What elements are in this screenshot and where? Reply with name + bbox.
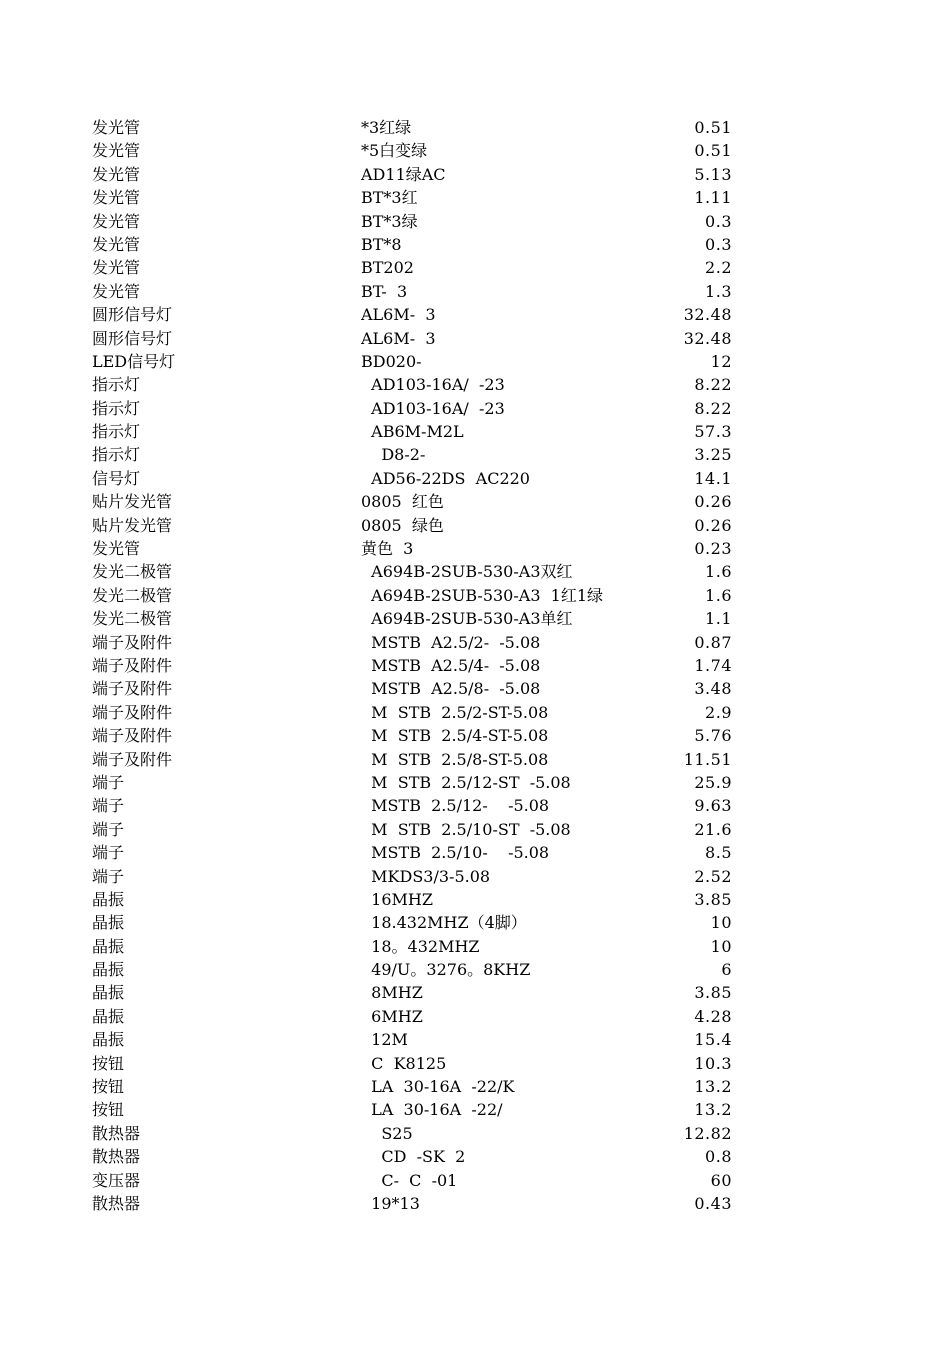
table-row <box>92 748 737 771</box>
item-name-cell: 端子及附件 <box>92 632 173 652</box>
table-row <box>92 1005 737 1028</box>
item-model-cell: CD -SK 2 <box>361 1147 466 1167</box>
item-price-cell: 1.3 <box>705 281 732 301</box>
table-row <box>92 724 737 747</box>
item-model-cell: AL6M- 3 <box>361 328 436 348</box>
item-model-cell: 12M <box>361 1030 408 1050</box>
item-price-cell: 1.6 <box>705 585 732 605</box>
item-model-cell: 19*13 <box>361 1193 420 1213</box>
table-row <box>92 139 737 162</box>
item-model-cell: BT*3绿 <box>361 211 418 231</box>
table-row <box>92 443 737 466</box>
table-row <box>92 607 737 630</box>
item-name-cell: 散热器 <box>92 1123 141 1143</box>
table-row <box>92 397 737 420</box>
table-row <box>92 303 737 326</box>
item-price-cell: 0.87 <box>694 632 732 652</box>
item-model-cell: LA 30-16A -22/K <box>361 1077 515 1097</box>
item-price-cell: 10.3 <box>694 1053 732 1073</box>
item-price-cell: 21.6 <box>694 819 732 839</box>
item-name-cell: 端子及附件 <box>92 702 173 722</box>
item-price-cell: 5.76 <box>694 726 732 746</box>
item-name-cell: 贴片发光管 <box>92 515 173 535</box>
table-row <box>92 1169 737 1192</box>
item-price-cell: 0.26 <box>694 515 732 535</box>
table-row <box>92 1145 737 1168</box>
item-model-cell: BT*8 <box>361 234 402 254</box>
table-row <box>92 560 737 583</box>
item-model-cell: BT202 <box>361 258 414 278</box>
item-name-cell: 发光管 <box>92 211 141 231</box>
item-price-cell: 5.13 <box>694 164 732 184</box>
item-model-cell: 黄色 3 <box>361 539 414 559</box>
item-name-cell: 端子及附件 <box>92 726 173 746</box>
item-model-cell: 18。432MHZ <box>361 936 480 956</box>
table-row <box>92 841 737 864</box>
item-price-cell: 0.51 <box>694 141 732 161</box>
item-price-cell: 13.2 <box>694 1077 732 1097</box>
item-model-cell: M STB 2.5/10-ST -5.08 <box>361 819 571 839</box>
table-row <box>92 1028 737 1051</box>
table-row <box>92 911 737 934</box>
item-model-cell: AD103-16A/ -23 <box>361 375 505 395</box>
item-price-cell: 32.48 <box>683 305 732 325</box>
item-name-cell: 按钮 <box>92 1077 125 1097</box>
item-model-cell: MSTB A2.5/8- -5.08 <box>361 679 541 699</box>
item-name-cell: 贴片发光管 <box>92 492 173 512</box>
item-price-cell: 3.48 <box>694 679 732 699</box>
item-name-cell: 发光管 <box>92 141 141 161</box>
item-model-cell: BD020- <box>361 351 422 371</box>
table-row <box>92 1052 737 1075</box>
item-model-cell: S25 <box>361 1123 413 1143</box>
item-name-cell: 变压器 <box>92 1170 141 1190</box>
item-name-cell: 晶振 <box>92 936 125 956</box>
table-row <box>92 373 737 396</box>
item-price-cell: 1.11 <box>694 188 732 208</box>
table-row <box>92 350 737 373</box>
table-row <box>92 701 737 724</box>
item-name-cell: 发光管 <box>92 234 141 254</box>
item-name-cell: 晶振 <box>92 1030 125 1050</box>
table-row <box>92 818 737 841</box>
item-price-cell: 0.51 <box>694 118 732 137</box>
table-row <box>92 794 737 817</box>
item-name-cell: 指示灯 <box>92 422 141 442</box>
item-model-cell: AD103-16A/ -23 <box>361 398 505 418</box>
table-row <box>92 771 737 794</box>
item-price-cell: 8.5 <box>705 843 732 863</box>
item-name-cell: 晶振 <box>92 960 125 980</box>
item-name-cell: 发光二极管 <box>92 562 173 582</box>
item-name-cell: 晶振 <box>92 889 125 909</box>
item-model-cell: MSTB A2.5/2- -5.08 <box>361 632 541 652</box>
item-price-cell: 25.9 <box>694 772 732 792</box>
item-price-cell: 0.3 <box>705 211 732 231</box>
item-name-cell: 散热器 <box>92 1193 141 1213</box>
item-price-cell: 57.3 <box>694 422 732 442</box>
table-row <box>92 981 737 1004</box>
item-price-cell: 1.1 <box>705 609 732 629</box>
item-model-cell: AD56-22DS AC220 <box>361 468 530 488</box>
item-model-cell: 6MHZ <box>361 1006 423 1026</box>
item-price-cell: 3.85 <box>694 889 732 909</box>
item-model-cell: AL6M- 3 <box>361 305 436 325</box>
item-model-cell: A694B-2SUB-530-A3单红 <box>361 609 573 629</box>
item-name-cell: 指示灯 <box>92 375 141 395</box>
table-row <box>92 654 737 677</box>
item-name-cell: 端子 <box>92 772 125 792</box>
item-model-cell: BT*3红 <box>361 188 418 208</box>
item-price-cell: 14.1 <box>694 468 732 488</box>
item-price-cell: 4.28 <box>694 1006 732 1026</box>
table-row <box>92 1192 737 1215</box>
item-price-cell: 12.82 <box>683 1123 732 1143</box>
item-model-cell: *5白变绿 <box>361 141 428 161</box>
item-price-cell: 0.23 <box>694 539 732 559</box>
item-name-cell: 晶振 <box>92 1006 125 1026</box>
item-price-cell: 3.25 <box>694 445 732 465</box>
item-name-cell: 按钮 <box>92 1053 125 1073</box>
table-row <box>92 233 737 256</box>
item-price-cell: 13.2 <box>694 1100 732 1120</box>
table-row <box>92 186 737 209</box>
item-model-cell: AD11绿AC <box>361 164 446 184</box>
item-name-cell: 端子 <box>92 843 125 863</box>
table-row <box>92 677 737 700</box>
item-model-cell: A694B-2SUB-530-A3 1红1绿 <box>361 585 604 605</box>
item-model-cell: M STB 2.5/2-ST-5.08 <box>361 702 549 722</box>
item-price-cell: 0.26 <box>694 492 732 512</box>
table-row <box>92 210 737 233</box>
item-name-cell: 发光管 <box>92 118 141 137</box>
item-price-cell: 6 <box>721 960 732 980</box>
item-price-cell: 8.22 <box>694 375 732 395</box>
table-row <box>92 1098 737 1121</box>
table-row <box>92 467 737 490</box>
item-model-cell: C- C -01 <box>361 1170 458 1190</box>
item-price-cell: 0.3 <box>705 234 732 254</box>
item-name-cell: 发光二极管 <box>92 609 173 629</box>
item-price-cell: 1.6 <box>705 562 732 582</box>
item-price-cell: 9.63 <box>694 796 732 816</box>
table-row <box>92 256 737 279</box>
table-row <box>92 1122 737 1145</box>
item-name-cell: LED信号灯 <box>92 351 176 371</box>
item-name-cell: 端子 <box>92 796 125 816</box>
item-name-cell: 圆形信号灯 <box>92 328 173 348</box>
item-name-cell: 晶振 <box>92 913 125 933</box>
table-row <box>92 537 737 560</box>
item-price-cell: 60 <box>710 1170 732 1190</box>
item-price-cell: 2.2 <box>705 258 732 278</box>
item-model-cell: LA 30-16A -22/ <box>361 1100 503 1120</box>
item-name-cell: 散热器 <box>92 1147 141 1167</box>
item-name-cell: 晶振 <box>92 983 125 1003</box>
item-name-cell: 按钮 <box>92 1100 125 1120</box>
item-price-cell: 1.74 <box>694 655 732 675</box>
item-price-cell: 11.51 <box>683 749 732 769</box>
item-price-cell: 2.9 <box>705 702 732 722</box>
item-price-cell: 0.43 <box>694 1193 732 1213</box>
item-name-cell: 发光二极管 <box>92 585 173 605</box>
item-model-cell: 8MHZ <box>361 983 423 1003</box>
item-name-cell: 端子 <box>92 819 125 839</box>
item-model-cell: C K8125 <box>361 1053 447 1073</box>
item-name-cell: 发光管 <box>92 281 141 301</box>
item-model-cell: D8-2- <box>361 445 426 465</box>
item-name-cell: 指示灯 <box>92 398 141 418</box>
item-name-cell: 发光管 <box>92 188 141 208</box>
item-model-cell: 18.432MHZ（4脚） <box>361 913 527 933</box>
item-price-cell: 32.48 <box>683 328 732 348</box>
item-model-cell: MSTB A2.5/4- -5.08 <box>361 655 541 675</box>
item-model-cell: A694B-2SUB-530-A3双红 <box>361 562 573 582</box>
item-name-cell: 指示灯 <box>92 445 141 465</box>
item-price-cell: 10 <box>710 913 732 933</box>
table-row <box>92 1075 737 1098</box>
table-row <box>92 514 737 537</box>
item-model-cell: BT- 3 <box>361 281 408 301</box>
table-row <box>92 865 737 888</box>
item-model-cell: MSTB 2.5/10- -5.08 <box>361 843 550 863</box>
table-row <box>92 420 737 443</box>
item-price-cell: 8.22 <box>694 398 732 418</box>
item-model-cell: M STB 2.5/4-ST-5.08 <box>361 726 549 746</box>
item-model-cell: 0805 红色 <box>361 492 444 512</box>
item-name-cell: 端子及附件 <box>92 749 173 769</box>
item-name-cell: 端子及附件 <box>92 655 173 675</box>
item-price-cell: 12 <box>710 351 732 371</box>
table-row <box>92 631 737 654</box>
item-name-cell: 发光管 <box>92 164 141 184</box>
item-price-cell: 10 <box>710 936 732 956</box>
item-model-cell: M STB 2.5/8-ST-5.08 <box>361 749 549 769</box>
item-model-cell: AB6M-M2L <box>361 422 464 442</box>
item-name-cell: 端子及附件 <box>92 679 173 699</box>
table-row <box>92 888 737 911</box>
table-row <box>92 584 737 607</box>
item-name-cell: 端子 <box>92 866 125 886</box>
table-row <box>92 490 737 513</box>
item-name-cell: 发光管 <box>92 258 141 278</box>
item-name-cell: 发光管 <box>92 539 141 559</box>
table-row <box>92 935 737 958</box>
item-price-cell: 0.8 <box>705 1147 732 1167</box>
item-model-cell: M STB 2.5/12-ST -5.08 <box>361 772 571 792</box>
item-model-cell: 16MHZ <box>361 889 433 909</box>
price-list-table <box>92 116 737 1215</box>
table-row <box>92 280 737 303</box>
table-row <box>92 958 737 981</box>
item-price-cell: 3.85 <box>694 983 732 1003</box>
item-name-cell: 信号灯 <box>92 468 141 488</box>
item-price-cell: 15.4 <box>694 1030 732 1050</box>
item-model-cell: 49/U。3276。8KHZ <box>361 960 531 980</box>
table-row <box>92 116 737 139</box>
table-row <box>92 163 737 186</box>
item-model-cell: *3红绿 <box>361 118 412 137</box>
item-price-cell: 2.52 <box>694 866 732 886</box>
table-row <box>92 327 737 350</box>
item-model-cell: MSTB 2.5/12- -5.08 <box>361 796 550 816</box>
item-name-cell: 圆形信号灯 <box>92 305 173 325</box>
item-model-cell: MKDS3/3-5.08 <box>361 866 491 886</box>
item-model-cell: 0805 绿色 <box>361 515 444 535</box>
